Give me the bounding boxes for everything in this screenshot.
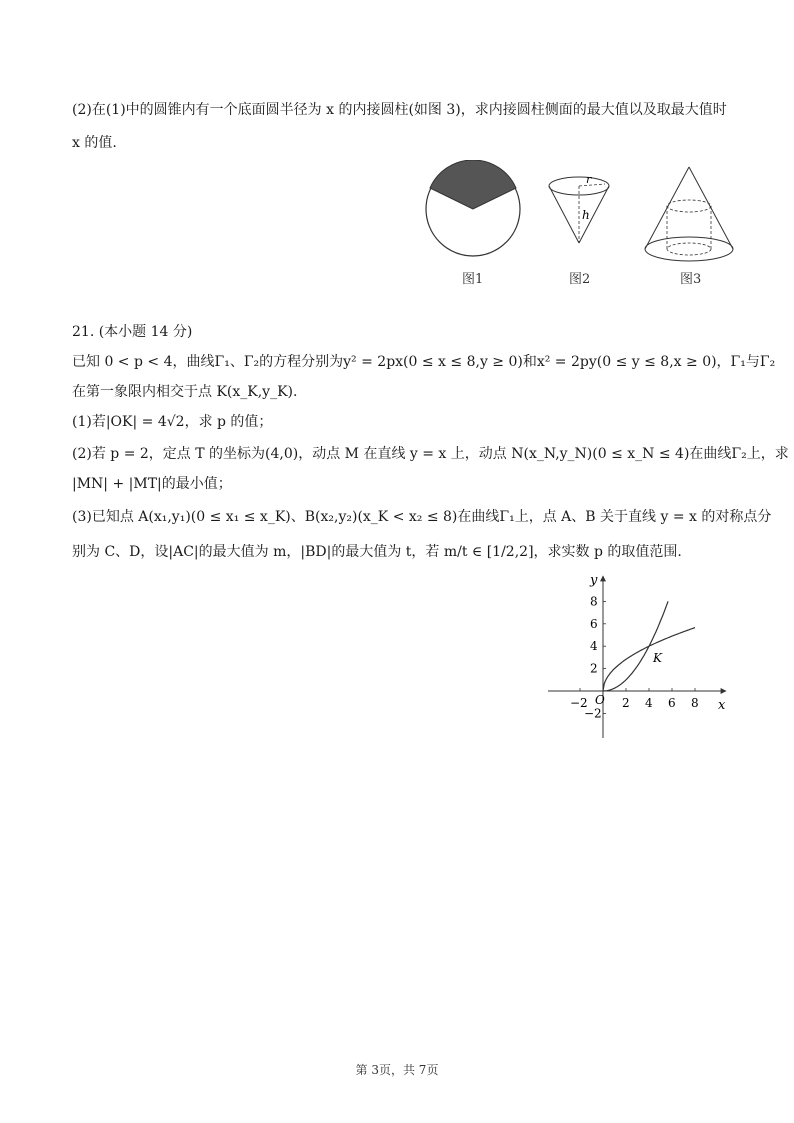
q20-part2-line2: x 的值.	[72, 135, 117, 151]
q21-line1: 已知 0 < p < 4，曲线Γ₁、Γ₂的方程分别为y² = 2px(0 ≤ x ≤ 8,y ≥ 0)和x² = 2py(0 ≤ y ≤ 8,x ≥ 0)，Γ₁与Γ₂	[72, 354, 776, 370]
q20-part2-line1: (2)在(1)中的圆锥内有一个底面圆半径为 x 的内接圆柱(如图 3)，求内接圆柱侧面的最大值以及取最大值时	[72, 102, 727, 118]
q21-line5: |MN| + |MT|的最小值；	[72, 476, 232, 492]
fig3-label: 图3	[680, 272, 702, 287]
q21-line7: 别为 C、D，设|AC|的最大值为 m，|BD|的最大值为 t，若 m/t ∈ [1/2,2]，求实数 p 的取值范围.	[72, 544, 682, 560]
q21-header: 21. (本小题 14 分)	[72, 324, 193, 340]
y-tick-label: 4	[590, 639, 598, 654]
figure-2-cone	[545, 172, 615, 247]
fig1-label: 图1	[462, 272, 484, 287]
y-tick-label: −2	[584, 706, 602, 721]
q21-line3: (1)若|OK| = 4√2，求 p 的值；	[72, 414, 273, 430]
fig2-h-label: h	[582, 208, 590, 222]
origin-label: O	[595, 693, 605, 707]
x-axis-label: x	[718, 698, 726, 713]
y-tick-label: 6	[590, 616, 598, 631]
y-axis-label: y	[590, 573, 598, 588]
curve-gamma1	[603, 628, 695, 691]
y-tick-label: 8	[590, 594, 598, 609]
fig3-cone-base	[645, 237, 733, 261]
fig3-cylinder-bottom	[667, 243, 711, 255]
x-tick-label: 6	[668, 696, 676, 710]
q21-line6: (3)已知点 A(x₁,y₁)(0 ≤ x₁ ≤ x_K)、B(x₂,y₂)(x_K < x₂ ≤ 8)在曲线Γ₁上，点 A、B 关于直线 y = x 的对称点分	[72, 509, 772, 525]
figure-1-sector-circle	[424, 160, 522, 264]
point-k-label: K	[653, 651, 662, 666]
curve-gamma2	[603, 601, 668, 691]
q21-line4: (2)若 p = 2，定点 T 的坐标为(4,0)，动点 M 在直线 y = x 上，动点 N(x_N,y_N)(0 ≤ x_N ≤ 4)在曲线Γ₂上，求	[72, 446, 789, 462]
fig3-cylinder-top	[667, 200, 711, 212]
x-tick-label: 4	[645, 696, 653, 710]
q21-line2: 在第一象限内相交于点 K(x_K,y_K).	[72, 384, 298, 400]
y-tick-label: 2	[590, 661, 598, 676]
x-tick-label: 8	[691, 696, 699, 710]
figure-3-cone-cylinder	[642, 163, 738, 265]
page-footer: 第 3页，共 7页	[355, 1063, 439, 1077]
fig2-r-label: r	[586, 173, 592, 186]
coordinate-graph	[540, 570, 740, 745]
fig2-label: 图2	[569, 272, 591, 287]
x-tick-label: −2	[570, 696, 588, 710]
x-tick-label: 2	[622, 696, 630, 710]
